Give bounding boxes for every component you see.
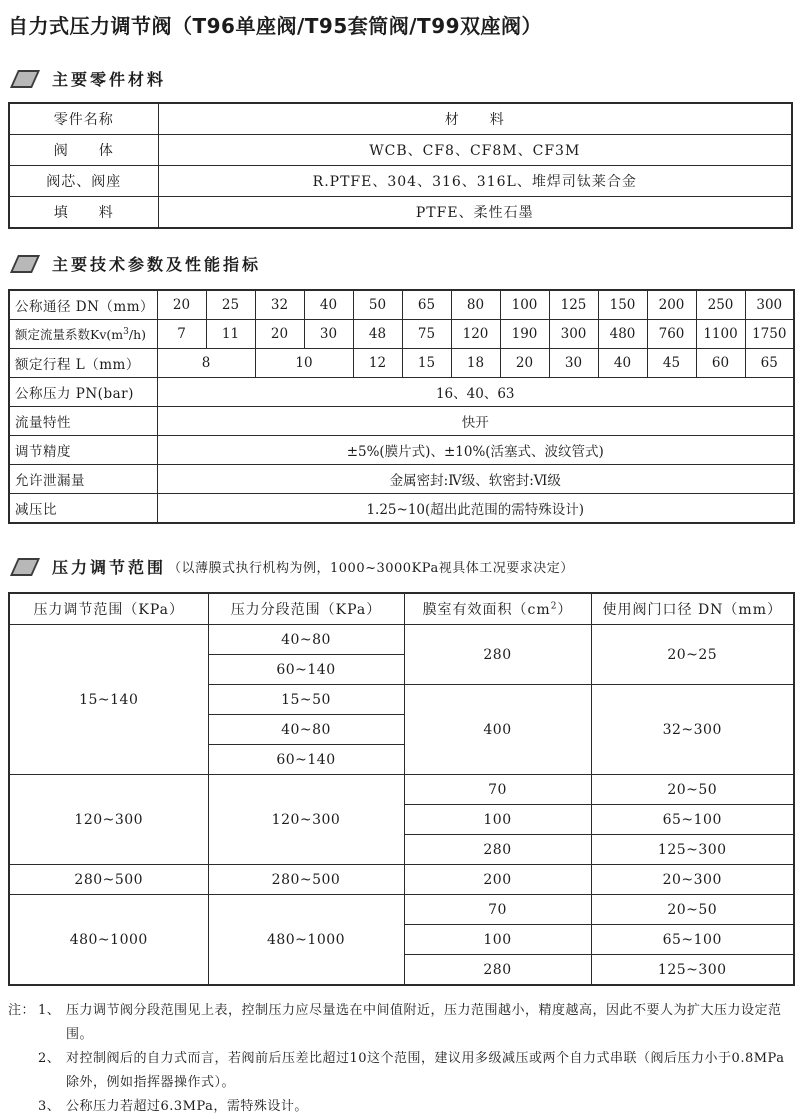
column-header: 零件名称 [9,103,158,135]
column-header: 压力调节范围（KPa） [9,593,208,625]
value-cell: 65 [745,349,794,378]
section-heading-params [8,252,793,275]
value-cell: 200 [647,290,696,320]
table-row [9,625,794,655]
value-cell: 快开 [157,407,794,436]
value-cell: 125~300 [591,835,794,865]
section-heading-pressure [8,555,793,578]
table-row [9,436,794,465]
value-cell: 25 [206,290,255,320]
section-heading-label: 主要技术参数及性能指标 [52,255,262,274]
value-cell: 120 [451,320,500,349]
value-cell: 16、40、63 [157,378,794,407]
value-cell: 20~50 [591,895,794,925]
value-cell: 30 [304,320,353,349]
parallelogram-bullet-icon [10,70,40,88]
value-cell: 125 [549,290,598,320]
value-cell: 280~500 [208,865,404,895]
value-cell: 1100 [696,320,745,349]
table-row [9,465,794,494]
value-cell: 70 [404,775,591,805]
material-cell: R.PTFE、304、316、316L、堆焊司钛莱合金 [158,166,792,197]
value-cell: 280 [404,835,591,865]
table-row [9,378,794,407]
part-name-cell: 填 料 [9,197,158,229]
value-cell: 480 [598,320,647,349]
value-cell: 280~500 [9,865,208,895]
table-row [9,865,794,895]
section-heading-materials [8,67,793,90]
table-row [9,593,794,625]
row-label-cell: 允许泄漏量 [9,465,157,494]
row-label-cell: 公称压力 PN(bar) [9,378,157,407]
value-cell: 40~80 [208,625,404,655]
table-row [9,103,792,135]
value-cell: 40 [598,349,647,378]
value-cell: 32~300 [591,685,794,775]
page-title: 自力式压力调节阀（T96单座阀/T95套筒阀/T99双座阀） [8,14,543,38]
technical-parameters-table [8,289,795,524]
value-cell: 40~80 [208,715,404,745]
table-row [9,197,792,229]
value-cell: 48 [353,320,402,349]
value-cell: 250 [696,290,745,320]
table-row [9,407,794,436]
row-label-cell: 减压比 [9,494,157,524]
pressure-range-table [8,592,795,986]
value-cell: 20 [500,349,549,378]
column-header: 压力分段范围（KPa） [208,593,404,625]
value-cell: 480~1000 [208,895,404,986]
value-cell: 65 [402,290,451,320]
table-row [9,895,794,925]
value-cell: 150 [598,290,647,320]
value-cell: 金属密封:Ⅳ级、软密封:Ⅵ级 [157,465,794,494]
value-cell: 12 [353,349,402,378]
section-heading-label: 压力调节范围 [52,558,167,577]
value-cell: 65~100 [591,925,794,955]
note-text: 压力调节阀分段范围见上表，控制压力应尽量选在中间值附近，压力范围越小，精度越高，因此不要人为扩大压力设定范围。 [66,1003,782,1042]
value-cell: 10 [255,349,353,378]
value-cell: 280 [404,955,591,986]
value-cell: 60 [696,349,745,378]
value-cell: 1750 [745,320,794,349]
value-cell: 70 [404,895,591,925]
value-cell: 8 [157,349,255,378]
row-label-cell: 公称通径 DN（mm） [9,290,157,320]
value-cell: 120~300 [9,775,208,865]
table-row [9,494,794,524]
value-cell: 30 [549,349,598,378]
material-cell: WCB、CF8、CF8M、CF3M [158,135,792,166]
note-number: 3、 [38,1099,61,1114]
value-cell: 7 [157,320,206,349]
value-cell: 300 [745,290,794,320]
table-row [9,290,794,320]
table-row [9,349,794,378]
table-row [9,135,792,166]
table-row [9,166,792,197]
row-label-cell: 流量特性 [9,407,157,436]
value-cell: 100 [404,805,591,835]
materials-table [8,102,793,229]
value-cell: 1.25~10(超出此范围的需特殊设计) [157,494,794,524]
column-header: 材 料 [158,103,792,135]
value-cell: 18 [451,349,500,378]
value-cell: 45 [647,349,696,378]
value-cell: 760 [647,320,696,349]
parallelogram-bullet-icon [10,255,40,273]
value-cell: 280 [404,625,591,685]
value-cell: 100 [404,925,591,955]
value-cell: 11 [206,320,255,349]
value-cell: 190 [500,320,549,349]
value-cell: 125~300 [591,955,794,986]
value-cell: 75 [402,320,451,349]
value-cell: 60~140 [208,655,404,685]
value-cell: 20 [255,320,304,349]
value-cell: 20~25 [591,625,794,685]
table-row [9,320,794,349]
note-text: 对控制阀后的自力式而言，若阀前后压差比超过10这个范围，建议用多级减压或两个自力式串联（阀后压力小于0.8MPa除外，例如指挥器操作式）。 [66,1051,785,1090]
section-heading-label: 主要零件材料 [52,70,167,89]
value-cell: 80 [451,290,500,320]
section-heading-note: （以薄膜式执行机构为例，1000~3000KPa视具体工况要求决定） [168,561,574,576]
value-cell: 300 [549,320,598,349]
value-cell: 480~1000 [9,895,208,986]
part-name-cell: 阀芯、阀座 [9,166,158,197]
part-name-cell: 阀 体 [9,135,158,166]
note-row [8,999,793,1047]
value-cell: 400 [404,685,591,775]
value-cell: 32 [255,290,304,320]
value-cell: 60~140 [208,745,404,775]
value-cell: 20~300 [591,865,794,895]
row-label-cell: 额定行程 L（mm） [9,349,157,378]
note-text: 公称压力若超过6.3MPa，需特殊设计。 [66,1099,308,1114]
value-cell: 15 [402,349,451,378]
value-cell: 50 [353,290,402,320]
value-cell: 40 [304,290,353,320]
value-cell: 120~300 [208,775,404,865]
material-cell: PTFE、柔性石墨 [158,197,792,229]
column-header: 使用阀门口径 DN（mm） [591,593,794,625]
note-number: 2、 [38,1051,61,1066]
note-row [8,1047,793,1095]
table-row [9,775,794,805]
row-label-cell: 调节精度 [9,436,157,465]
note-number: 1、 [38,1003,61,1018]
parallelogram-bullet-icon [10,558,40,576]
row-label-cell: 额定流量系数$Kv(m^3/h)$ [9,320,157,349]
column-header: 膜室有效面积$(cm^2)$ [404,593,591,625]
value-cell: 100 [500,290,549,320]
value-cell: 15~50 [208,685,404,715]
value-cell: ±5%(膜片式)、±10%(活塞式、波纹管式) [157,436,794,465]
value-cell: 65~100 [591,805,794,835]
note-prefix: 注： [8,1003,36,1018]
footnotes [8,999,793,1119]
value-cell: 20 [157,290,206,320]
note-row [8,1095,793,1119]
value-cell: 20~50 [591,775,794,805]
value-cell: 15~140 [9,625,208,775]
value-cell: 200 [404,865,591,895]
